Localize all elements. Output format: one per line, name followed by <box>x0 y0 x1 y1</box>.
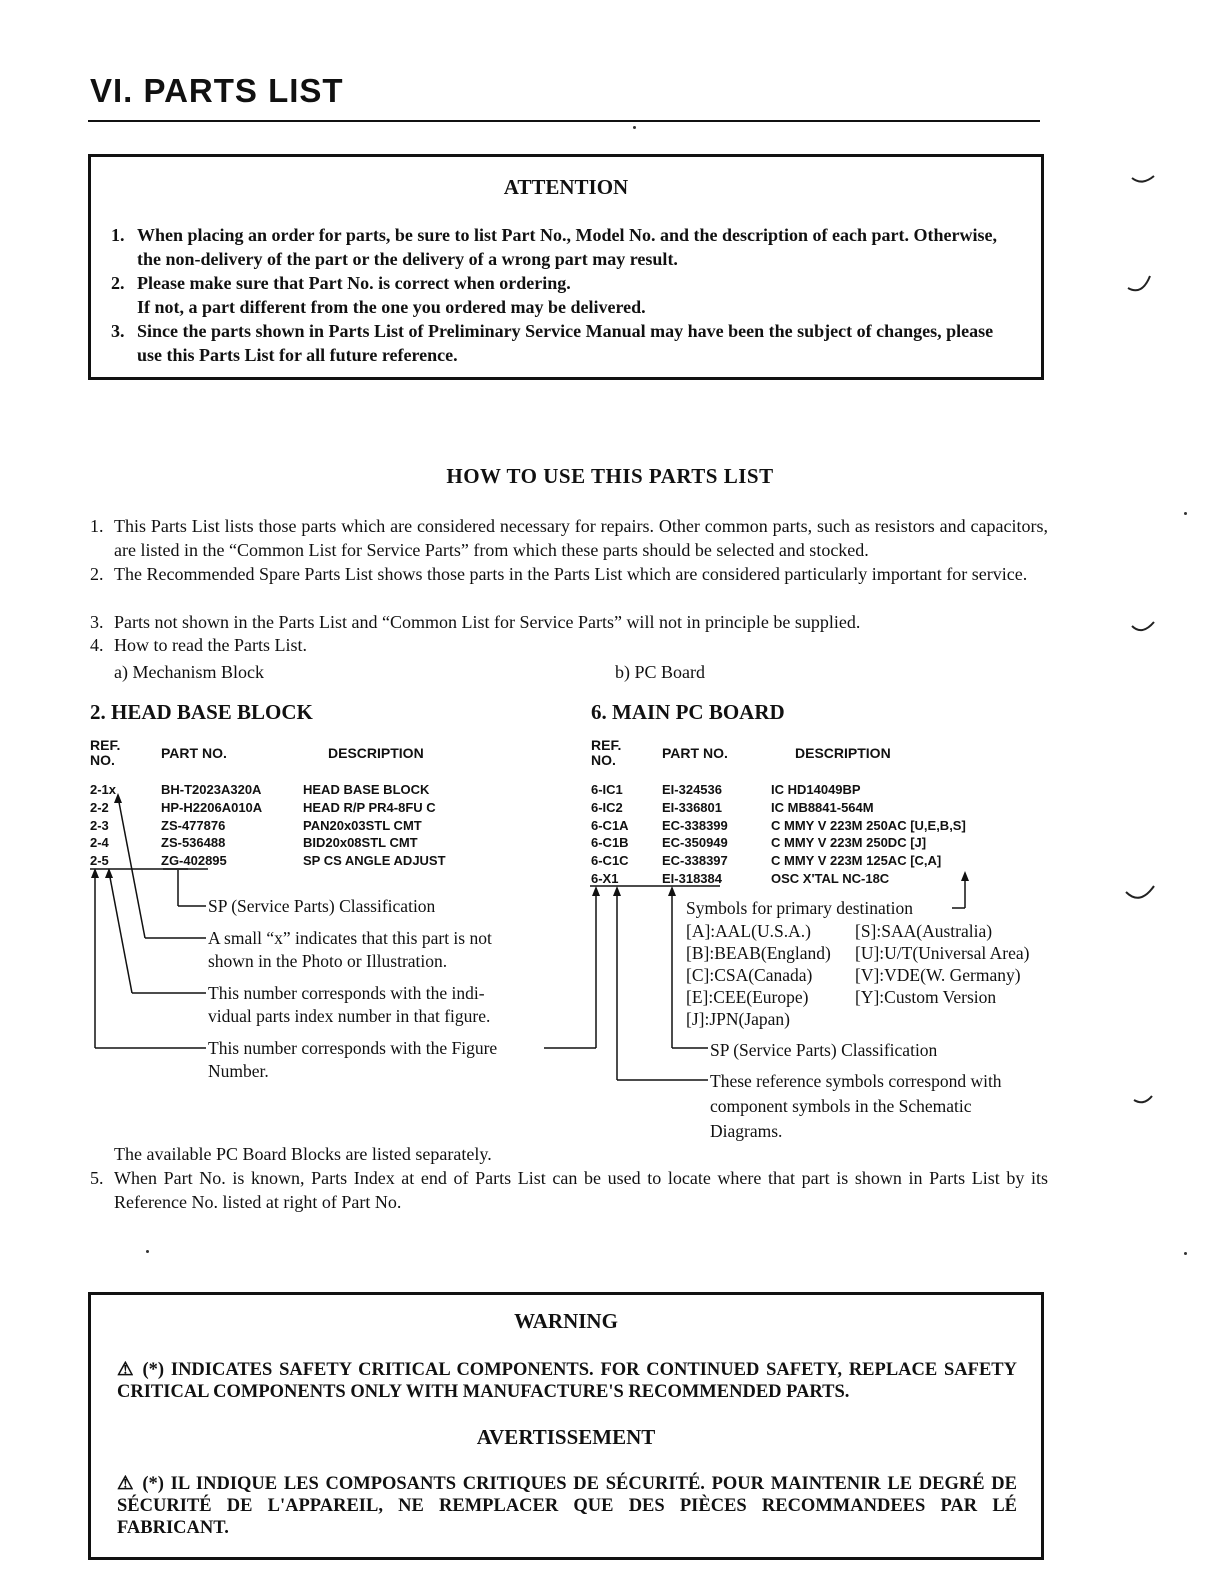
binder-mark <box>1126 886 1154 898</box>
note-x-line2: shown in the Photo or Illustration. <box>208 951 448 971</box>
how-to-item-text: Parts not shown in the Parts List and “Common List for Service Parts” will not in principle be supplied. <box>114 612 861 632</box>
ref-cell: 6-C1A <box>591 818 629 833</box>
sub-label-pcboard: b) PC Board <box>615 662 705 682</box>
symbol-entry: [Y]:Custom Version <box>855 987 997 1007</box>
scan-dot <box>1184 512 1187 515</box>
ref-cell: 2-4 <box>90 835 109 850</box>
how-to-heading: HOW TO USE THIS PARTS LIST <box>446 464 774 488</box>
part-no-cell: EC-338397 <box>662 853 728 868</box>
scan-dot <box>146 1250 149 1253</box>
symbol-entry: [V]:VDE(W. Germany) <box>855 965 1021 985</box>
scan-dot <box>633 126 636 129</box>
attention-item-text-2: If not, a part different from the one you ordered may be delivered. <box>137 297 646 317</box>
avertissement-message: IL INDIQUE LES COMPOSANTS CRITIQUES DE SÉCURITÉ. POUR MAINTENIR LE DEGRÉ DE SÉCURITÉ DE L'APPAREIL, NE REMPLACER QUE DES PIÈCES RECOMMANDEES PAR LÉ FABRICANT. <box>117 1474 1018 1538</box>
arrow-head <box>114 793 122 803</box>
description-cell: HEAD R/P PR4-8FU C <box>303 800 436 815</box>
note-reference-line3: Diagrams. <box>710 1121 783 1141</box>
description-cell: BID20x08STL CMT <box>303 835 418 850</box>
description-cell: IC HD14049BP <box>771 782 861 797</box>
sub-label-mechanism: a) Mechanism Block <box>114 662 264 682</box>
how-to-item-number: 3. <box>90 612 104 632</box>
how-to-item <box>90 1166 1048 1214</box>
how-to-item-number: 1. <box>90 516 104 536</box>
scan-dot <box>1184 1252 1187 1255</box>
ref-cell: 6-X1 <box>591 871 619 886</box>
binder-marks <box>1120 160 1220 1560</box>
ref-cell: 2-5 <box>90 853 109 868</box>
warning-triangle-icon: ⚠ (*) <box>117 1474 164 1494</box>
symbol-entry: [S]:SAA(Australia) <box>855 921 993 941</box>
part-no-cell: EI-318384 <box>662 871 722 886</box>
ref-cell: 6-IC2 <box>591 800 623 815</box>
pcboard-title: 6. MAIN PC BOARD <box>591 700 785 724</box>
part-no-cell: ZS-536488 <box>161 835 226 850</box>
mechanism-title: 2. HEAD BASE BLOCK <box>90 700 313 724</box>
description-cell: C MMY V 223M 250DC [J] <box>771 835 927 850</box>
attention-item-text: Since the parts shown in Parts List of Preliminary Service Manual may have been the subject of changes, please use this Parts List for all future reference. <box>137 321 994 365</box>
binder-mark <box>1128 276 1150 290</box>
description-cell: OSC X'TAL NC-18C <box>771 871 890 886</box>
ref-header-line1: REF. <box>591 737 622 753</box>
note-figure-line1: This number corresponds with the Figure <box>208 1038 498 1058</box>
symbol-entry: [C]:CSA(Canada) <box>686 965 813 985</box>
avertissement-heading: AVERTISSEMENT <box>476 1425 656 1449</box>
ref-cell: 2-1x <box>90 782 117 797</box>
note-figure-line2: Number. <box>208 1061 269 1081</box>
how-to-item-number: 2. <box>90 564 104 584</box>
note-reference-line2: component symbols in the Schematic <box>710 1096 972 1116</box>
how-to-item-text: The Recommended Spare Parts List shows those parts in the Parts List which are considered particularly important for service. <box>114 564 1028 584</box>
warning-box <box>88 1292 1044 1560</box>
ref-cell: 6-C1C <box>591 853 629 868</box>
attention-item-number: 3. <box>111 321 125 341</box>
page-title: VI. PARTS LIST <box>90 72 344 109</box>
ref-cell: 6-C1B <box>591 835 629 850</box>
ref-header-line1: REF. <box>90 737 121 753</box>
ref-header-line2: NO. <box>591 752 616 768</box>
how-to-item-text: How to read the Parts List. <box>114 635 307 655</box>
pcboard-partno-header: PART NO. <box>662 745 728 761</box>
attention-heading: ATTENTION <box>503 175 629 199</box>
part-no-cell: EC-350949 <box>662 835 728 850</box>
description-cell: HEAD BASE BLOCK <box>303 782 430 797</box>
ref-cell: 2-3 <box>90 818 109 833</box>
note-index-line1: This number corresponds with the indi- <box>208 983 485 1003</box>
symbol-entry: [U]:U/T(Universal Area) <box>855 943 1030 963</box>
part-no-cell: EC-338399 <box>662 818 728 833</box>
part-no-cell: EI-336801 <box>662 800 722 815</box>
description-cell: IC MB8841-564M <box>771 800 874 815</box>
ref-header-line2: NO. <box>90 752 115 768</box>
part-no-cell: HP-H2206A010A <box>161 800 263 815</box>
attention-item-text: Please make sure that Part No. is correct when ordering. <box>137 273 571 293</box>
arrow-head <box>961 871 969 881</box>
ref-cell: 2-2 <box>90 800 109 815</box>
warning-heading: WARNING <box>514 1309 618 1333</box>
how-to-item-text: When Part No. is known, Parts Index at end of Parts List can be used to locate where that part is shown in Parts List by its Reference No. listed at right of Part No. <box>114 1168 1048 1212</box>
attention-item-number: 2. <box>111 273 125 293</box>
symbol-entry: [B]:BEAB(England) <box>686 943 831 963</box>
note-pc-sp-classification: SP (Service Parts) Classification <box>710 1040 938 1060</box>
how-to-item-text: This Parts List lists those parts which are considered necessary for repairs. Other common parts, such as resistors and capacitors, are listed in the “Common List for Service Parts” from which these parts should be selected and stocked. <box>114 516 1048 560</box>
warning-text <box>117 1359 1017 1403</box>
warning-triangle-icon: ⚠ (*) <box>117 1360 165 1380</box>
pcboard-description-header: DESCRIPTION <box>795 745 891 761</box>
warning-message: INDICATES SAFETY CRITICAL COMPONENTS. FOR CONTINUED SAFETY, REPLACE SAFETY CRITICAL COMPONENTS ONLY WITH MANUFACTURE'S RECOMMENDED PARTS. <box>117 1360 1017 1402</box>
description-cell: C MMY V 223M 250AC [U,E,B,S] <box>771 818 966 833</box>
symbol-entry: [E]:CEE(Europe) <box>686 987 809 1007</box>
mechanism-description-header: DESCRIPTION <box>328 745 424 761</box>
how-to-item-number: 5. <box>90 1168 104 1188</box>
part-no-cell: ZG-402895 <box>161 853 227 868</box>
description-cell: PAN20x03STL CMT <box>303 818 422 833</box>
description-cell: C MMY V 223M 125AC [C,A] <box>771 853 942 868</box>
note-symbols-heading: Symbols for primary destination <box>686 898 913 918</box>
symbol-entry: [A]:AAL(U.S.A.) <box>686 921 811 941</box>
pc-board-blocks-note: The available PC Board Blocks are listed separately. <box>114 1144 492 1164</box>
binder-mark <box>1132 622 1154 630</box>
symbol-entry: [J]:JPN(Japan) <box>686 1009 791 1029</box>
description-cell: SP CS ANGLE ADJUST <box>303 853 446 868</box>
attention-item-text: When placing an order for parts, be sure to list Part No., Model No. and the description of each part. Otherwise, the non-delivery of the part or the delivery of a wrong part may result. <box>137 225 997 269</box>
binder-mark <box>1132 176 1154 182</box>
note-x-line1: A small “x” indicates that this part is not <box>208 928 492 948</box>
note-index-line2: vidual parts index number in that figure. <box>208 1006 491 1026</box>
pcboard-ref-header <box>591 738 621 768</box>
binder-mark <box>1134 1096 1152 1102</box>
part-no-cell: EI-324536 <box>662 782 722 797</box>
note-sp-classification: SP (Service Parts) Classification <box>208 896 436 916</box>
how-to-item-number: 4. <box>90 635 104 655</box>
ref-cell: 6-IC1 <box>591 782 623 797</box>
avertissement-text <box>117 1473 1017 1539</box>
part-no-cell: BH-T2023A320A <box>161 782 262 797</box>
mechanism-partno-header: PART NO. <box>161 745 227 761</box>
part-no-cell: ZS-477876 <box>161 818 226 833</box>
attention-item-number: 1. <box>111 225 125 245</box>
note-reference-line1: These reference symbols correspond with <box>710 1071 1002 1091</box>
